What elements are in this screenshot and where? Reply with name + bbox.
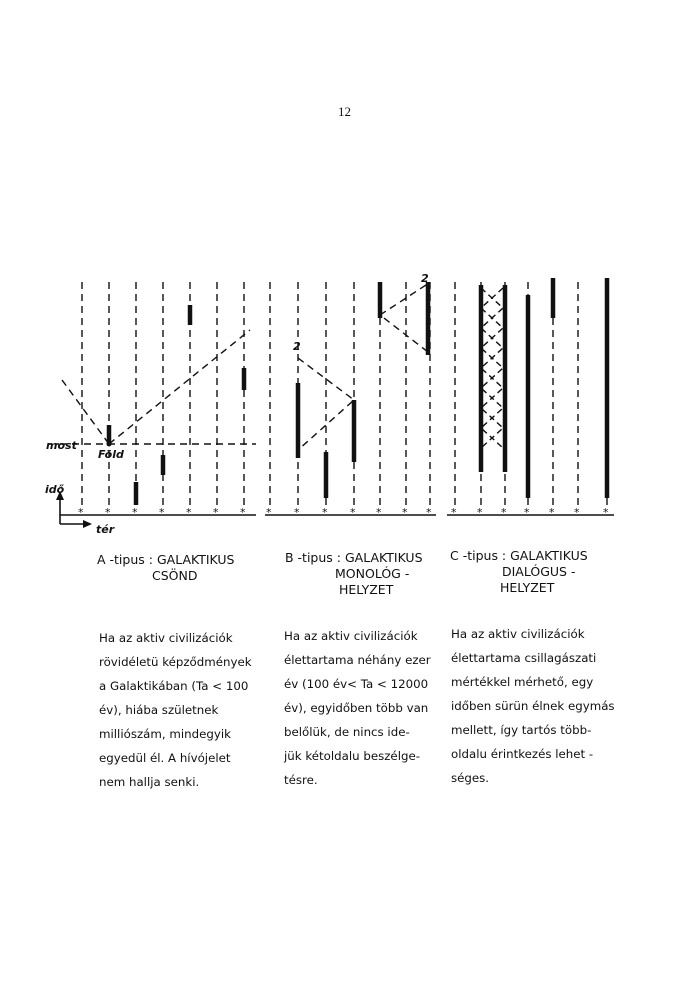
panel-c-title-2: DIALÓGUS -	[502, 564, 576, 579]
panel-a-line-3: a Galaktikában (Ta < 100	[99, 679, 249, 693]
panel-a-star-icon: *	[105, 506, 111, 519]
page-number: 12	[338, 104, 351, 119]
now-label: most	[46, 439, 77, 452]
panel-b-title-3: HELYZET	[339, 582, 394, 597]
panel-c-description	[451, 622, 615, 790]
panel-a-title-2: CSÖND	[152, 568, 198, 583]
earth-label: Föld	[98, 448, 124, 461]
panel-c-star-icon: *	[501, 506, 507, 519]
panel-c-line-3: mértékkel mérhető, egy	[451, 675, 594, 689]
panel-c-line-6: oldalu érintkezés lehet -	[451, 747, 594, 761]
panel-c-line-1: Ha az aktiv civilizációk	[451, 627, 585, 641]
panel-c-star-icon: *	[603, 506, 609, 519]
panel-c-signal-zigzag	[481, 288, 503, 448]
panel-c-line-4: időben sürün élnek egymás	[451, 699, 615, 713]
panel-c-signal-zigzag	[481, 288, 503, 448]
civilization-diagram	[0, 260, 695, 540]
panel-a-signal-line	[109, 330, 250, 444]
panel-a-star-icon: *	[159, 506, 165, 519]
panel-a-type: A -tipus :	[97, 552, 153, 567]
panel-c-star-icon: *	[524, 506, 530, 519]
panel-a-star-icon: *	[78, 506, 84, 519]
panel-a-line-2: rövidéletü képződmények	[99, 655, 252, 669]
panel-a-line-7: nem hallja senki.	[99, 775, 200, 789]
panel-a-caption	[97, 552, 235, 584]
panel-c-star-icon: *	[574, 506, 580, 519]
panel-c-title-3: HELYZET	[500, 580, 555, 595]
panel-b-star-icon: *	[350, 506, 356, 519]
panel-a-star-icon: *	[132, 506, 138, 519]
panel-a-line-4: év), hiába születnek	[99, 703, 219, 717]
time-axis-label: idő	[45, 483, 65, 496]
panel-a-star-icon: *	[186, 506, 192, 519]
panel-b-type: B -tipus :	[285, 550, 341, 565]
panel-a-diagram	[60, 282, 256, 519]
panel-b-description	[284, 624, 431, 792]
panel-c-line-7: séges.	[451, 771, 490, 785]
panel-c-line-5: mellett, így tartós több-	[451, 723, 592, 737]
panel-a-line-6: egyedül él. A hívójelet	[99, 751, 231, 765]
panel-a-star-icon: *	[240, 506, 246, 519]
panel-c-star-icon: *	[477, 506, 483, 519]
panel-b-star-icon: *	[266, 506, 272, 519]
panel-b-signal-line	[380, 285, 428, 352]
panel-c-line-2: élettartama csillagászati	[451, 651, 597, 665]
panel-a-earth-dot	[107, 442, 112, 447]
panel-c-type: C -tipus :	[450, 548, 507, 563]
panel-a-signal-line	[62, 380, 109, 444]
panel-b-line-4: év), egyidőben több van	[284, 701, 429, 715]
panel-a-line-1: Ha az aktiv civilizációk	[99, 631, 233, 645]
panel-b-line-2: élettartama néhány ezer	[284, 653, 431, 667]
panel-b-star-icon: *	[426, 506, 432, 519]
panel-b-line-6: jük kétoldalu beszélge-	[284, 749, 420, 763]
marker-label-low: 2	[293, 340, 301, 353]
panel-b-title-1: GALAKTIKUS	[344, 550, 423, 565]
panel-c-caption	[450, 548, 588, 596]
panel-b-diagram	[266, 282, 432, 519]
panel-a-line-5: milliószám, mindegyik	[99, 727, 231, 741]
panel-a-description	[99, 626, 252, 794]
panel-b-line-5: belőlük, de nincs ide-	[284, 725, 410, 739]
panel-b-star-icon: *	[402, 506, 408, 519]
panel-b-star-icon: *	[294, 506, 300, 519]
panel-c-diagram	[451, 278, 609, 519]
panel-c-title-1: GALAKTIKUS	[510, 548, 588, 563]
panel-b-star-icon: *	[322, 506, 328, 519]
panel-b-title-2: MONOLÓG -	[335, 566, 410, 581]
panel-c-star-icon: *	[549, 506, 555, 519]
panel-a-title-1: GALAKTIKUS	[156, 552, 235, 567]
panel-b-line-1: Ha az aktiv civilizációk	[284, 629, 418, 643]
space-axis-arrow-icon	[83, 520, 92, 528]
panel-b-line-3: év (100 év< Ta < 12000	[284, 677, 429, 691]
panel-b-caption	[285, 550, 423, 598]
marker-label-high: 2	[421, 272, 429, 285]
panel-b-star-icon: *	[376, 506, 382, 519]
panel-a-star-icon: *	[213, 506, 219, 519]
space-axis-label: tér	[96, 523, 115, 536]
panel-b-line-7: tésre.	[284, 773, 318, 787]
panel-c-star-icon: *	[451, 506, 457, 519]
